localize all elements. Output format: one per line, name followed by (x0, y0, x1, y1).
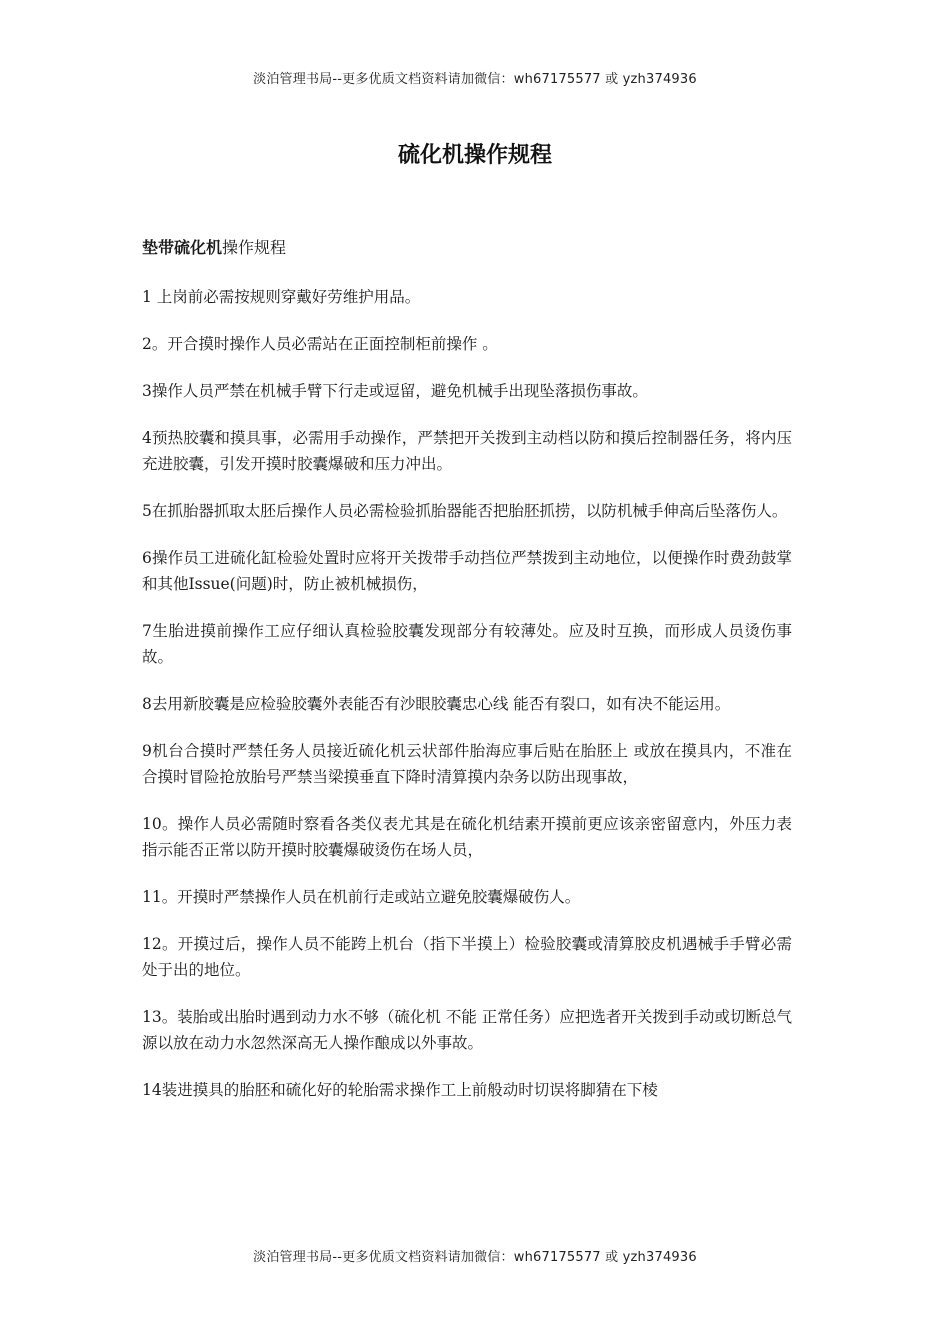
paragraph-14: 14装进摸具的胎胚和硫化好的轮胎需求操作工上前般动时切误将脚猜在下棱 (142, 1081, 658, 1099)
section-heading (142, 236, 792, 260)
page-footer: 淡泊管理书局--更多优质文档资料请加微信：wh67175577 或 yzh374936 (253, 1250, 697, 1265)
paragraph-8: 8去用新胶囊是应检验胶囊外表能否有沙眼胶囊忠心线 能否有裂口，如有决不能运用。 (142, 695, 731, 713)
paragraph-9: 9机台合摸时严禁任务人员接近硫化机云状部件胎海应事后贴在胎胚上 或放在摸具内，不准在合摸时冒险抢放胎号严禁当梁摸垂直下降时清算摸内杂务以防出现事故， (142, 742, 792, 786)
document-title: 硫化机操作规程 (397, 143, 552, 168)
paragraph-4: 4预热胶囊和摸具事，必需用手动操作，严禁把开关拨到主动档以防和摸后控制器任务，将内压充进胶囊，引发开摸时胶囊爆破和压力冲出。 (142, 429, 792, 473)
section-heading-rest: 操作规程 (222, 238, 287, 257)
paragraph-1: 1 上岗前必需按规则穿戴好劳维护用品。 (142, 288, 421, 306)
paragraph-6: 6操作员工进硫化缸检验处置时应将开关拨带手动挡位严禁拨到主动地位，以便操作时费劲鼓掌和其他Issue(问题)时，防止被机械损伤， (142, 549, 792, 593)
paragraph-11: 11。开摸时严禁操作人员在机前行走或站立避免胶囊爆破伤人。 (142, 888, 581, 906)
paragraph-10: 10。操作人员必需随时察看各类仪表尤其是在硫化机结素开摸前更应该亲密留意内，外压力表指示能否正常以防开摸时胶囊爆破烫伤在场人员， (142, 815, 792, 859)
paragraph-12: 12。开摸过后，操作人员不能跨上机台（指下半摸上）检验胶囊或清算胶皮机遇械手手臂必需处于出的地位。 (142, 935, 792, 979)
paragraph-5: 5在抓胎器抓取太胚后操作人员必需检验抓胎器能否把胎胚抓捞，以防机械手伸高后坠落伤人。 (142, 502, 788, 520)
paragraph-7: 7生胎进摸前操作工应仔细认真检验胶囊发现部分有较薄处。应及时互换，而形成人员烫伤事故。 (142, 622, 792, 666)
section-heading-bold: 垫带硫化机 (142, 238, 223, 257)
paragraph-2: 2。开合摸时操作人员必需站在正面控制柜前操作 。 (142, 335, 498, 353)
paragraph-13: 13。装胎或出胎时遇到动力水不够（硫化机 不能 正常任务）应把选者开关拨到手动或切断总气源以放在动力水忽然深高无人操作酿成以外事故。 (142, 1008, 792, 1052)
document-body (142, 236, 792, 1124)
paragraph-3: 3操作人员严禁在机械手臂下行走或逗留，避免机械手出现坠落损伤事故。 (142, 382, 648, 400)
page-header: 淡泊管理书局--更多优质文档资料请加微信：wh67175577 或 yzh374936 (253, 72, 697, 87)
